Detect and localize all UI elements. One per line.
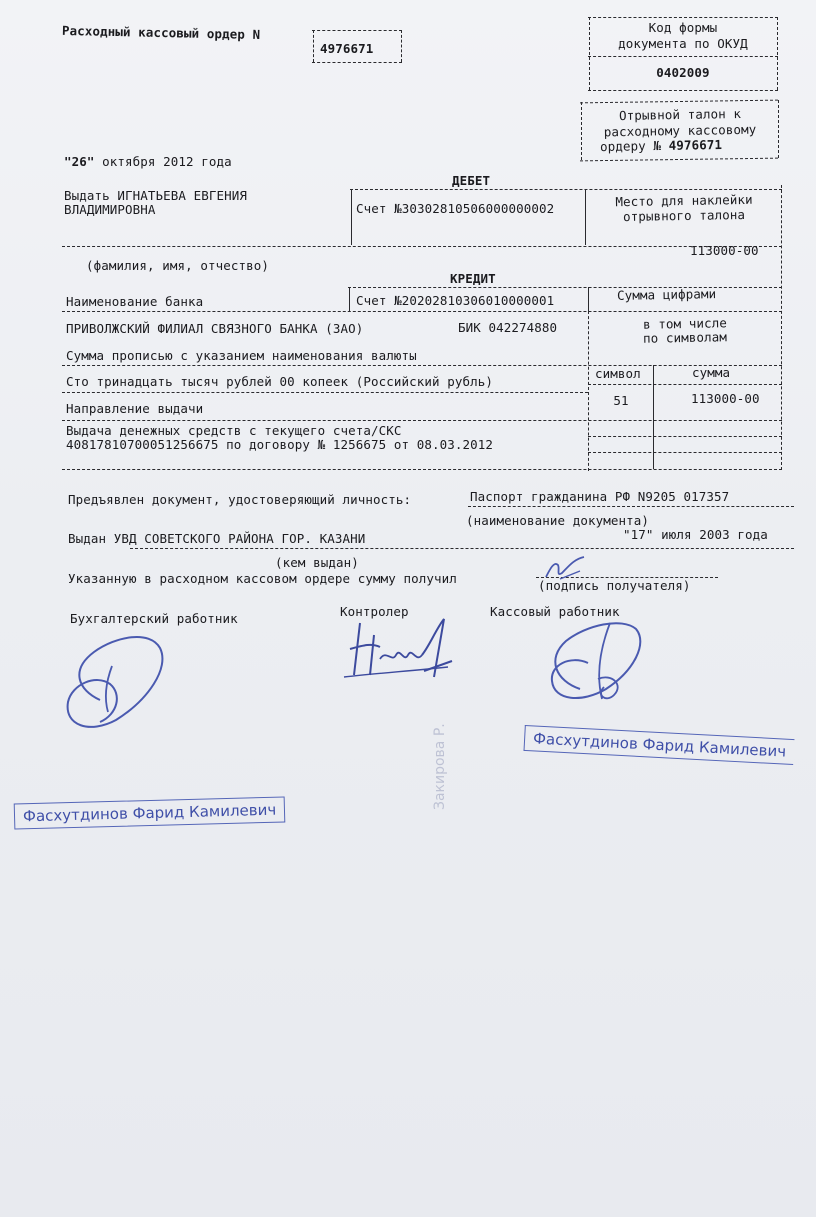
coupon-box-bottom [580,158,778,162]
col-symbol-header: символ [595,366,641,381]
credit-top-line [348,287,782,288]
identity-document: Паспорт гражданина РФ N9205 017357 [470,489,730,504]
credit-mid-bar [588,287,589,311]
identity-label: Предъявлен документ, удостоверяющий личность: [68,492,412,507]
issued-line-underline [130,548,794,549]
date-day: "26" [64,154,95,169]
okud-code: 0402009 [656,65,710,80]
okud-label-2: документа по ОКУД [618,36,748,51]
credit-account: Счет №20202810306010000001 [356,293,555,308]
amount-words-bottom-line [62,392,588,393]
debit-account: Счет №30302810506000000002 [356,201,555,216]
bank-bik: БИК 042274880 [458,320,558,335]
amount-words-label: Сумма прописью с указанием наименования валюты [66,348,417,363]
controller-signature-icon [340,615,460,685]
incl-line-1: в том числе [642,315,728,332]
order-number-left-border [313,30,314,62]
date-month-year: октября 2012 года [102,154,232,169]
cashier-signature-icon [540,615,650,715]
debit-top-line [350,189,782,190]
order-number-right-border [401,30,402,62]
amount-words-value: Сто тринадцать тысяч рублей 00 копеек (Российский рубль) [66,374,494,389]
amount-words-top-line [62,365,782,366]
okud-box-bottom [588,90,778,91]
issue-label: Выдать [64,188,110,203]
stamp-left: Фасхутдинов Фарид Камилевич [14,796,286,829]
recipient-name-2: ВЛАДИМИРОВНА [64,202,156,217]
credit-left-bar [349,287,350,311]
faint-stamp: Закирова Р. [432,723,448,810]
coupon-line-1: Отрывной талон к [618,105,742,124]
issued-line [68,531,365,546]
order-number-bottom-border [312,62,402,63]
order-number-top-border [312,30,402,31]
bank-label: Наименование банка [66,294,204,309]
sum-column-left-border [588,311,589,471]
okud-label-1: Код формы [648,20,718,35]
recipient-name-1: ИГНАТЬЕВА ЕВГЕНИЯ [117,188,248,203]
credit-label: КРЕДИТ [450,271,496,286]
debit-amount: 113000-00 [690,243,759,258]
direction-label: Направление выдачи [66,401,204,416]
right-column-border [781,185,782,470]
col-sum-header: сумма [692,365,731,380]
credit-bottom-line [62,311,782,312]
issued-date: "17" июля 2003 года [623,527,768,542]
table-row-line-1 [588,436,782,437]
signature-caption: (подпись получателя) [538,578,691,593]
identity-doc-line [468,506,794,507]
direction-top-line [62,420,782,421]
controller-label: Контролер [340,604,409,619]
incl-line-2: по символам [642,329,728,346]
stamp-right: Фасхутдинов Фарид Камилевич [524,725,795,765]
issued-label: Выдан [68,531,107,546]
debit-label: ДЕБЕТ [452,173,491,188]
symbol-value: 51 [613,393,629,408]
order-title: Расходный кассовый ордер N [61,22,261,43]
coupon-box-right [778,100,779,158]
symbol-sum-value: 113000-00 [691,391,760,406]
recipient-line-1 [64,188,247,203]
received-label: Указанную в расходном кассовом ордере сумму получил [68,571,457,586]
recipient-signature-icon [540,555,600,585]
issued-caption: (кем выдан) [275,555,359,570]
accountant-signature-icon [60,630,170,740]
symbol-sum-divider [653,365,654,469]
okud-box-top [588,17,778,18]
coupon-box-left [581,102,582,160]
identity-doc-caption: (наименование документа) [466,513,650,528]
order-date [64,154,232,169]
accountant-label: Бухгалтерский работник [70,611,238,626]
coupon-box-top [580,100,778,104]
coupon-line-3: ордеру № 4976671 [599,136,723,155]
coupon-line-2: расходному кассовому [603,121,757,140]
direction-line-2: 40817810700051256675 по договору № 1256675 от 08.03.2012 [66,437,494,452]
direction-line-1: Выдача денежных средств с текущего счета/СКС [66,423,402,438]
coupon-number: 4976671 [668,136,723,153]
bank-name: ПРИВОЛЖСКИЙ ФИЛИАЛ СВЯЗНОГО БАНКА (ЗАО) [66,321,364,336]
issued-by: УВД СОВЕТСКОГО РАЙОНА ГОР. КАЗАНИ [113,531,366,546]
okud-box-right [777,17,778,90]
place-line-1: Место для наклейки [615,191,753,210]
cashier-label: Кассовый работник [490,604,620,619]
place-line-2: отрывного талона [622,206,746,225]
okud-box-mid [588,56,778,57]
debit-left-bar [351,189,352,245]
table-row-line-2 [588,452,782,453]
fio-caption: (фамилия, имя, отчество) [86,258,270,273]
symbol-header-line [588,384,782,385]
order-number: 4976671 [320,41,374,56]
debit-bottom-line [62,246,782,247]
direction-bottom-line [62,469,782,470]
debit-mid-bar [585,189,586,245]
sum-digits-label: Сумма цифрами [616,286,717,303]
